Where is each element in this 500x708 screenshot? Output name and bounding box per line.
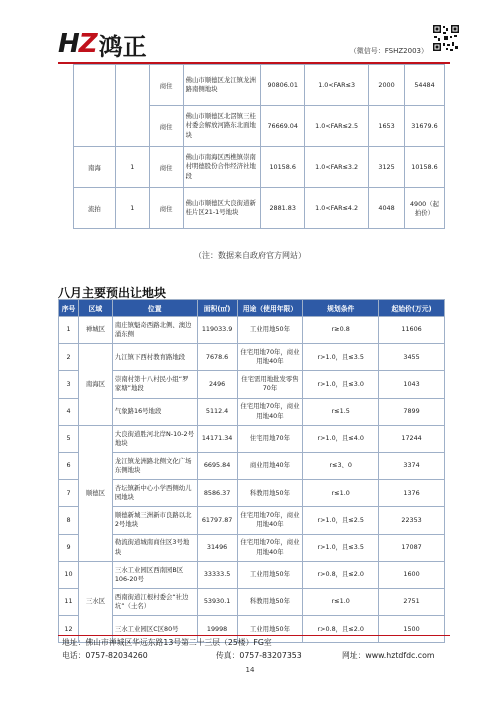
row-number-cell: 1 — [59, 317, 79, 344]
density-cell: 2000 — [369, 65, 405, 106]
table-row — [59, 588, 445, 615]
row-number-cell: 8 — [59, 507, 79, 534]
col-header-district: 区域 — [78, 300, 112, 317]
condition-cell: r>1.0，且≤3.0 — [303, 371, 379, 398]
location-cell: 三水工业园区西南园B区106-20号 — [112, 561, 197, 588]
col-header-location: 位置 — [112, 300, 197, 317]
use-cell: 工业用地50年 — [237, 616, 303, 643]
location-cell: 龙江镇龙洲路北侧文化广场东侧地块 — [112, 452, 197, 479]
section-title: 八月主要预出让地块 — [58, 286, 167, 300]
table-row — [59, 480, 445, 507]
price-cell: 17087 — [379, 534, 445, 561]
price-cell: 7899 — [379, 398, 445, 425]
page-number: 14 — [245, 666, 255, 674]
price-cell: 1376 — [379, 480, 445, 507]
area-cell: 10158.6 — [261, 147, 305, 188]
location-cell: 杏坛镇新中心小学西侧幼儿园地块 — [112, 480, 197, 507]
location-cell: 九江镇下西村教育路地段 — [112, 344, 197, 371]
table-header-row — [59, 300, 445, 317]
area-cell: 76669.04 — [261, 106, 305, 147]
condition-cell: r>0.8，且≤2.0 — [303, 616, 379, 643]
footer-divider — [58, 635, 450, 636]
condition-cell: r≤1.5 — [303, 398, 379, 425]
company-phone: 电话：0757-82034260 — [62, 651, 148, 660]
wechat-id: （微信号：FSHZ2003） — [349, 47, 428, 55]
row-number-cell: 10 — [59, 561, 79, 588]
location-cell: 三水工业园区C区80号 — [112, 616, 197, 643]
page-header — [58, 22, 450, 66]
district-cell: 顺德区 — [78, 425, 112, 561]
density-cell: 1653 — [369, 106, 405, 147]
area-cell: 33333.5 — [197, 561, 237, 588]
col-header-no: 序号 — [59, 300, 79, 317]
plot-ratio-cell: 1.0<FAR≤3 — [305, 65, 369, 106]
table-row — [74, 188, 445, 229]
area-cell: 2881.83 — [261, 188, 305, 229]
data-source-note: （注：数据来自政府官方网站） — [194, 251, 306, 260]
area-cell: 7678.6 — [197, 344, 237, 371]
region-cell: 流拍 — [74, 188, 116, 229]
area-cell: 19998 — [197, 616, 237, 643]
use-cell: 工业用地50年 — [237, 317, 303, 344]
row-number-cell: 7 — [59, 480, 79, 507]
use-cell: 住宅需用地批发零售70年 — [237, 371, 303, 398]
use-cell: 工业用地50年 — [237, 561, 303, 588]
price-cell: 1600 — [379, 561, 445, 588]
company-logo — [58, 29, 147, 61]
location-cell: 大良街道胜河北岸N-10-2号地块 — [112, 425, 197, 452]
area-cell: 14171.34 — [197, 425, 237, 452]
area-cell: 61797.87 — [197, 507, 237, 534]
row-number-cell: 9 — [59, 534, 79, 561]
area-cell: 6695.84 — [197, 452, 237, 479]
location-cell: 佛山市南海区西樵镇崇南村明德股份合作经济社地段 — [183, 147, 261, 188]
area-cell: 31496 — [197, 534, 237, 561]
price-cell: 2751 — [379, 588, 445, 615]
condition-cell: r>1.0，且≤2.5 — [303, 507, 379, 534]
use-cell: 商住 — [149, 147, 183, 188]
location-cell: 南庄镇魁奇西路北侧、澳边涌东侧 — [112, 317, 197, 344]
region-cell — [74, 65, 116, 147]
district-cell: 禅城区 — [78, 317, 112, 344]
col-header-price: 起始价(万元) — [379, 300, 445, 317]
table-row — [59, 317, 445, 344]
price-cell: 1500 — [379, 616, 445, 643]
district-cell: 三水区 — [78, 561, 112, 643]
price-cell: 1043 — [379, 371, 445, 398]
region-cell: 南海 — [74, 147, 116, 188]
use-cell: 商住 — [149, 106, 183, 147]
qr-code-icon — [432, 24, 460, 52]
price-cell: 11606 — [379, 317, 445, 344]
row-number-cell: 12 — [59, 616, 79, 643]
area-cell: 8586.37 — [197, 480, 237, 507]
area-cell: 53930.1 — [197, 588, 237, 615]
company-fax: 传真：0757-83207353 — [216, 651, 302, 660]
location-cell: 气象路16号地段 — [112, 398, 197, 425]
table-row — [59, 507, 445, 534]
table-row — [59, 561, 445, 588]
table-row — [59, 425, 445, 452]
plot-ratio-cell: 1.0<FAR≤4.2 — [305, 188, 369, 229]
district-cell: 南海区 — [78, 344, 112, 426]
col-header-use: 用途（使用年限） — [237, 300, 303, 317]
use-cell: 住宅用地70年，商业用地40年 — [237, 534, 303, 561]
condition-cell: r≤3、0 — [303, 452, 379, 479]
use-cell: 商业用地40年 — [237, 452, 303, 479]
location-cell: 西南街道江根村委会“社边坑”（土名） — [112, 588, 197, 615]
row-number-cell: 2 — [59, 344, 79, 371]
use-cell: 住宅用地70年，商业用地40年 — [237, 398, 303, 425]
company-website: 网址：www.hztdfdc.com — [342, 651, 435, 660]
row-number-cell: 6 — [59, 452, 79, 479]
price-cell: 31679.6 — [404, 106, 444, 147]
condition-cell: r≤1.0 — [303, 480, 379, 507]
use-cell: 科教用地50年 — [237, 588, 303, 615]
location-cell: 佛山市顺德区龙江镇龙洲路南侧地块 — [183, 65, 261, 106]
condition-cell: r≥0.8 — [303, 317, 379, 344]
location-cell: 崇南村第十八村民小组“罗家塘”地段 — [112, 371, 197, 398]
table-row — [59, 371, 445, 398]
location-cell: 佛山市顺德区大良街道新桂片区21-1号地块 — [183, 188, 261, 229]
plot-ratio-cell: 1.0<FAR≤2.5 — [305, 106, 369, 147]
use-cell: 商住 — [149, 65, 183, 106]
row-number-cell: 11 — [59, 588, 79, 615]
col-header-area: 面积(㎡) — [197, 300, 237, 317]
use-cell: 住宅用地70年，商业用地40年 — [237, 344, 303, 371]
density-cell: 4048 — [369, 188, 405, 229]
table-row — [59, 344, 445, 371]
count-cell: 1 — [115, 188, 149, 229]
condition-cell: r≤1.0 — [303, 588, 379, 615]
logo-letter-h: H — [58, 29, 79, 59]
price-cell: 4900（起拍价） — [404, 188, 444, 229]
location-cell: 勒流街道城南商住区3号地块 — [112, 534, 197, 561]
use-cell: 住宅用地70年，商业用地40年 — [237, 507, 303, 534]
table-row — [74, 65, 445, 106]
table-row — [74, 147, 445, 188]
price-cell: 54484 — [404, 65, 444, 106]
price-cell: 3455 — [379, 344, 445, 371]
area-cell: 90806.01 — [261, 65, 305, 106]
use-cell: 科教用地50年 — [237, 480, 303, 507]
area-cell: 119033.9 — [197, 317, 237, 344]
row-number-cell: 5 — [59, 425, 79, 452]
location-cell: 佛山市顺德区北滘镇三桂村委会解放河路东北面地块 — [183, 106, 261, 147]
condition-cell: r>1.0，且≤3.5 — [303, 344, 379, 371]
plot-ratio-cell: 1.0<FAR≤3.2 — [305, 147, 369, 188]
price-cell: 3374 — [379, 452, 445, 479]
count-cell: 1 — [115, 147, 149, 188]
table-row — [59, 534, 445, 561]
table-row — [59, 398, 445, 425]
row-number-cell: 3 — [59, 371, 79, 398]
table-row — [59, 452, 445, 479]
row-number-cell: 4 — [59, 398, 79, 425]
condition-cell: r>1.0，且≤4.0 — [303, 425, 379, 452]
logo-chinese-name: 鸿正 — [98, 32, 147, 61]
condition-cell: r>1.0，且≤3.5 — [303, 534, 379, 561]
use-cell: 住宅用地70年 — [237, 425, 303, 452]
price-cell: 22353 — [379, 507, 445, 534]
count-cell — [115, 65, 149, 147]
transaction-table-continued — [73, 64, 445, 229]
area-cell: 2496 — [197, 371, 237, 398]
area-cell: 5112.4 — [197, 398, 237, 425]
col-header-condition: 规划条件 — [303, 300, 379, 317]
price-cell: 10158.6 — [404, 147, 444, 188]
price-cell: 17244 — [379, 425, 445, 452]
pre-sale-plots-table — [58, 299, 445, 643]
location-cell: 顺德新城三洲新市良路以北2号地块 — [112, 507, 197, 534]
condition-cell: r>0.8，且≤2.0 — [303, 561, 379, 588]
company-address: 地址：佛山市禅城区华远东路13号第二十三层（25楼）FG室 — [62, 638, 272, 647]
density-cell: 3125 — [369, 147, 405, 188]
use-cell: 商住 — [149, 188, 183, 229]
logo-letter-z: Z — [78, 29, 97, 59]
